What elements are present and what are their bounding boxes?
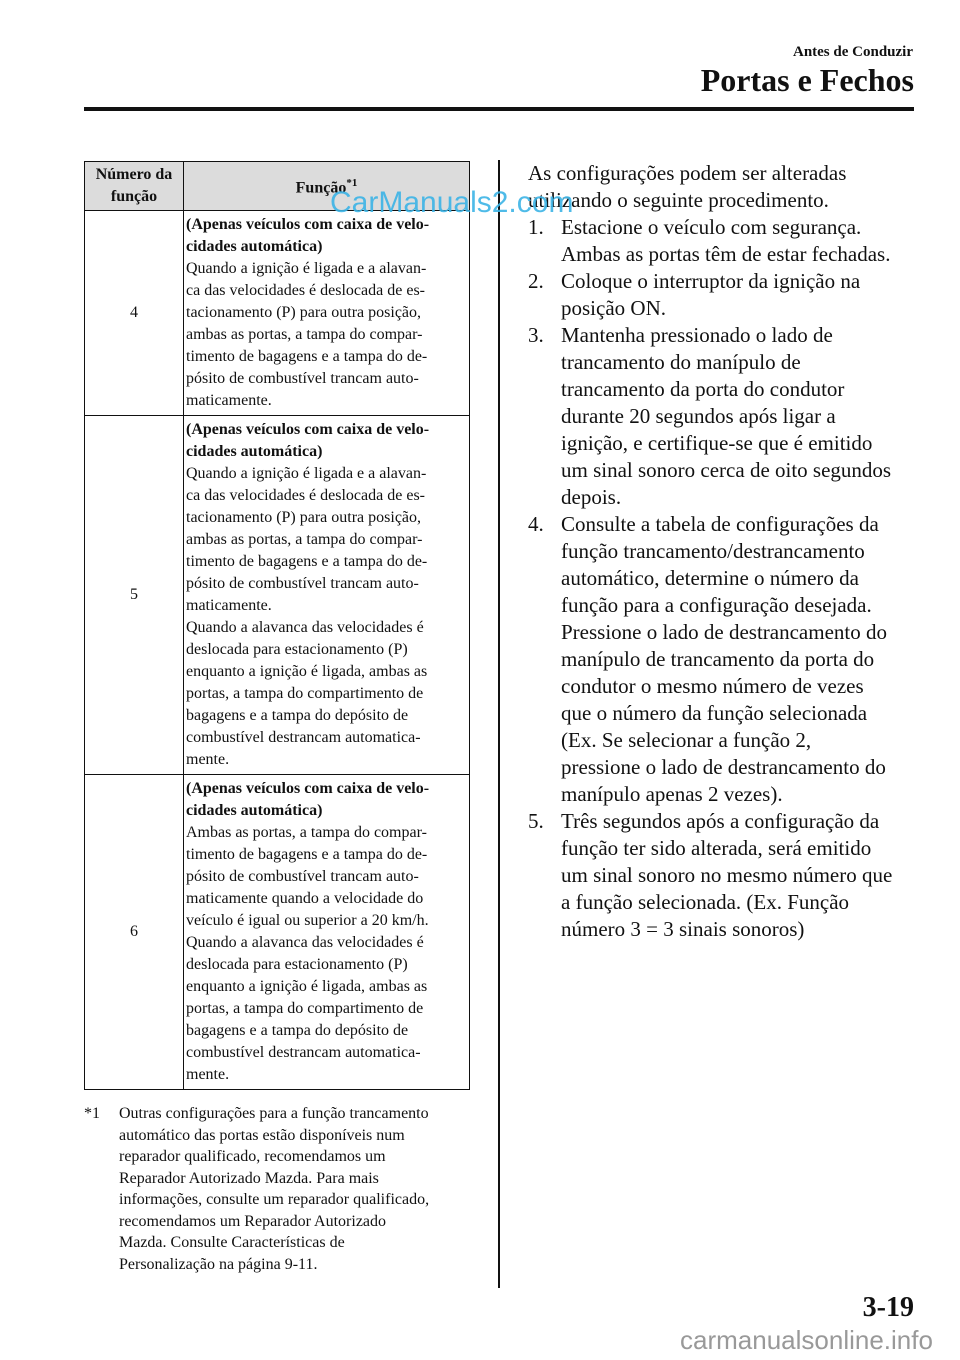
step-text: Mantenha pressionado o lado de trancamento do manípulo de trancamento da porta do condutor durante 20 segundos após ligar a ignição, e certifique-se que é emitido um sinal sonoro cerca de oito segundos depois. [561,323,892,509]
step [528,511,928,808]
step-text: Três segundos após a configuração da função ter sido alterada, será emitido um sinal sonoro no mesmo número que a função selecionada. (Ex. Função número 3 = 3 sinais sonoros) [561,809,893,941]
watermark-bottom: carmanualsonline.info [680,1325,933,1355]
step [528,214,928,268]
function-number: 6 [85,775,184,1090]
section-label: Antes de Conduzir [792,44,913,60]
step-number: 3. [528,323,544,347]
function-description [184,211,470,416]
footnote-mark: *1 [84,1105,100,1122]
page-title: Portas e Fechos [700,62,914,98]
step-number: 2. [528,269,544,293]
step-number: 1. [528,215,544,239]
table-row [85,211,470,416]
function-description [184,775,470,1090]
step-number: 4. [528,512,544,536]
function-number: 5 [85,416,184,775]
condition: (Apenas veículos com caixa de velo- cidades automática) [186,421,430,460]
page-number: 3-19 [862,1292,914,1323]
table-row [85,416,470,775]
description: Ambas as portas, a tampa do compar- timento de bagagens e a tampa do de- pósito de combustível trancam auto- maticamente quando a velocidade do veículo é igual ou superior a 20 km/h. Quando a alavanca das velocidades é deslocada para estacionamento (P) enquanto a ignição é ligada, ambas as portas, a tampa do compartimento de bagagens e a tampa do depósito de combustível destrancam automatica- mente. [186,824,429,1083]
footnote-text: Outras configurações para a função trancamento automático das portas estão disponíveis num reparador qualificado, recomendamos um Reparador Autorizado Mazda. Para mais informações, consulte um reparador qualificado, recomendamos um Reparador Autorizado Mazda. Consulte Características de Personalização na página 9-11. [119,1105,430,1273]
condition: (Apenas veículos com caixa de velo- cidades automática) [186,780,430,819]
function-description [184,416,470,775]
header-rule [84,107,914,111]
watermark-top: CarManuals2.com [330,186,574,219]
step-text: Estacione o veículo com segurança. Ambas as portas têm de estar fechadas. [561,215,891,266]
column-divider [498,160,500,1288]
function-table [84,161,470,1090]
step [528,808,928,943]
table-row [85,775,470,1090]
col-number-header: Número da função [85,162,184,211]
description: Quando a ignição é ligada e a alavan- ca das velocidades é deslocada de es- tacionamento (P) para outra posição, ambas as portas, a tampa do compar- timento de bagagens e a tampa do de- pósito de combustível trancam auto- maticamente. [186,260,428,409]
step-number: 5. [528,809,544,833]
step [528,268,928,322]
step-text: Coloque o interruptor da ignição na posição ON. [561,269,861,320]
col-function-label: Função [295,179,347,197]
function-number: 4 [85,211,184,416]
condition: (Apenas veículos com caixa de velo- cidades automática) [186,216,430,255]
footnote-ref: *1 [346,177,358,190]
step [528,322,928,511]
procedure [528,160,928,943]
step-text: Consulte a tabela de configurações da função trancamento/destrancamento automático, determine o número da função para a configuração desejada. Pressione o lado de destrancamento do manípulo de trancamento da porta do condutor o mesmo número de vezes que o número da função selecionada (Ex. Se selecionar a função 2, pressione o lado de destrancamento do manípulo apenas 2 vezes). [561,512,887,806]
intro-text: As configurações podem ser alteradas utilizando o seguinte procedimento. [528,161,847,212]
description: Quando a ignição é ligada e a alavan- ca das velocidades é deslocada de es- tacionamento (P) para outra posição, ambas as portas, a tampa do compar- timento de bagagens e a tampa do de- pósito de combustível trancam auto- maticamente. Quando a alavanca das velocidades é deslocada para estacionamento (P) enquanto a ignição é ligada, ambas as portas, a tampa do compartimento de bagagens e a tampa do depósito de combustível destrancam automatica- mente. [186,465,428,768]
